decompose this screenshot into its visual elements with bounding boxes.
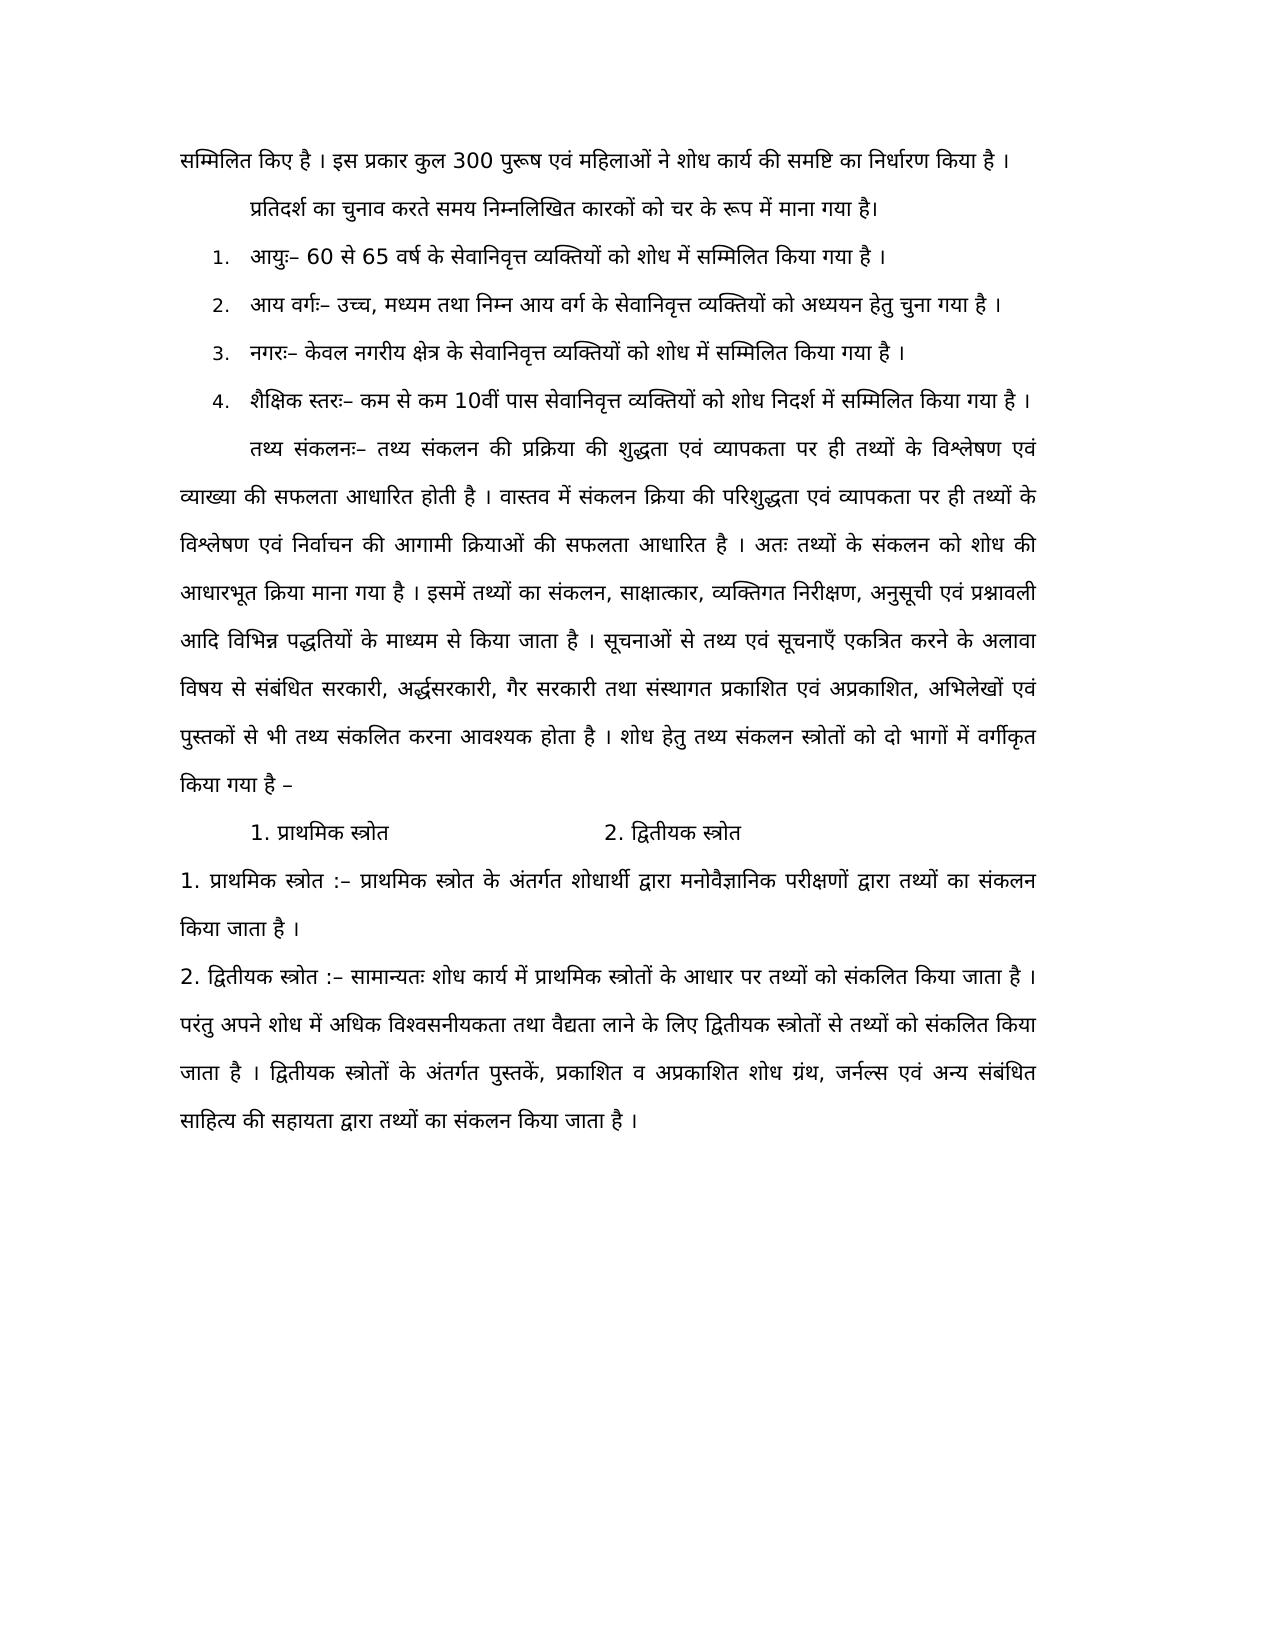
paragraph-primary-source: 1. प्राथमिक स्त्रोत :– प्राथमिक स्त्रोत के अंतर्गत शोधार्थी द्वारा मनोवैज्ञानिक परीक्षणों द्वारा तथ्यों का संकलन किया जाता है । [180,869,1036,942]
list-item-income [180,282,1036,330]
list-number: 2. [212,295,231,317]
paragraph-data-collection: तथ्य संकलनः– तथ्य संकलन की प्रक्रिया की शुद्धता एवं व्यापकता पर ही तथ्यों के विश्लेषण एवं व्याख्या की सफलता आधारित होती है । वास्तव में संकलन क्रिया की परिशुद्धता एवं व्यापकता पर ही तथ्यों के विश्लेषण एवं निर्वाचन की आगामी क्रियाओं की सफलता आधारित है । अतः तथ्यों के संकलन को शोध की आधारभूत क्रिया माना गया है । इसमें तथ्यों का संकलन, साक्षात्कार, व्यक्तिगत निरीक्षण, अनुसूची एवं प्रश्नावली आदि विभिन्न पद्धतियों के माध्यम से किया जाता है । सूचनाओं से तथ्य एवं सूचनाएँ एकत्रित करने के अलावा विषय से संबंधित सरकारी, अर्द्धसरकारी, गैर सरकारी तथा संस्थागत प्रकाशित एवं अप्रकाशित, अभिलेखों एवं पुस्तकों से भी तथ्य संकलित करना आवश्यक होता है । शोध हेतु तथ्य संकलन स्त्रोतों को दो भागों में वर्गीकृत किया गया है – [180,437,1036,798]
document-page [180,138,1036,1146]
list-item-text: आय वर्गः– उच्च, मध्यम तथा निम्न आय वर्ग के सेवानिवृत्त व्यक्तियों को अध्ययन हेतु चुना गया है । [250,293,1002,318]
list-item-text: नगरः– केवल नगरीय क्षेत्र के सेवानिवृत्त व्यक्तियों को शोध में सम्मिलित किया गया है । [250,341,905,366]
list-item-education [180,378,1036,426]
list-number: 3. [212,343,231,365]
primary-source-label: 1. प्राथमिक स्त्रोत [250,821,389,846]
paragraph-secondary-source: 2. द्वितीयक स्त्रोत :– सामान्यतः शोध कार्य में प्राथमिक स्त्रोतों के आधार पर तथ्यों को संकलित किया जाता है । परंतु अपने शोध में अधिक विश्वसनीयकता तथा वैद्यता लाने के लिए द्वितीयक स्त्रोतों से तथ्यों को संकलित किया जाता है । द्वितीयक स्त्रोतों के अंतर्गत पुस्तकें, प्रकाशित व अप्रकाशित शोध ग्रंथ, जर्नल्स एवं अन्य संबंधित साहित्य की सहायता द्वारा तथ्यों का संकलन किया जाता है । [180,965,1036,1134]
sources-row [180,810,1036,858]
list-number: 1. [212,247,231,269]
variables-list [180,234,1036,426]
list-item-urban [180,330,1036,378]
list-number: 4. [212,391,231,413]
list-item-age [180,234,1036,282]
secondary-source-label: 2. द्वितीयक स्त्रोत [604,821,741,846]
paragraph-variables-intro: प्रतिदर्श का चुनाव करते समय निम्नलिखित कारकों को चर के रूप में माना गया है। [250,197,879,222]
paragraph-intro: सम्मिलित किए है । इस प्रकार कुल 300 पुरूष एवं महिलाओं ने शोध कार्य की समष्टि का निर्धारण किया है । [180,149,1010,174]
list-item-text: शैक्षिक स्तरः– कम से कम 10वीं पास सेवानिवृत्त व्यक्तियों को शोध निदर्श में सम्मिलित किया गया है । [250,389,1031,414]
list-item-text: आयुः– 60 से 65 वर्ष के सेवानिवृत्त व्यक्तियों को शोध में सम्मिलित किया गया है । [250,245,886,270]
